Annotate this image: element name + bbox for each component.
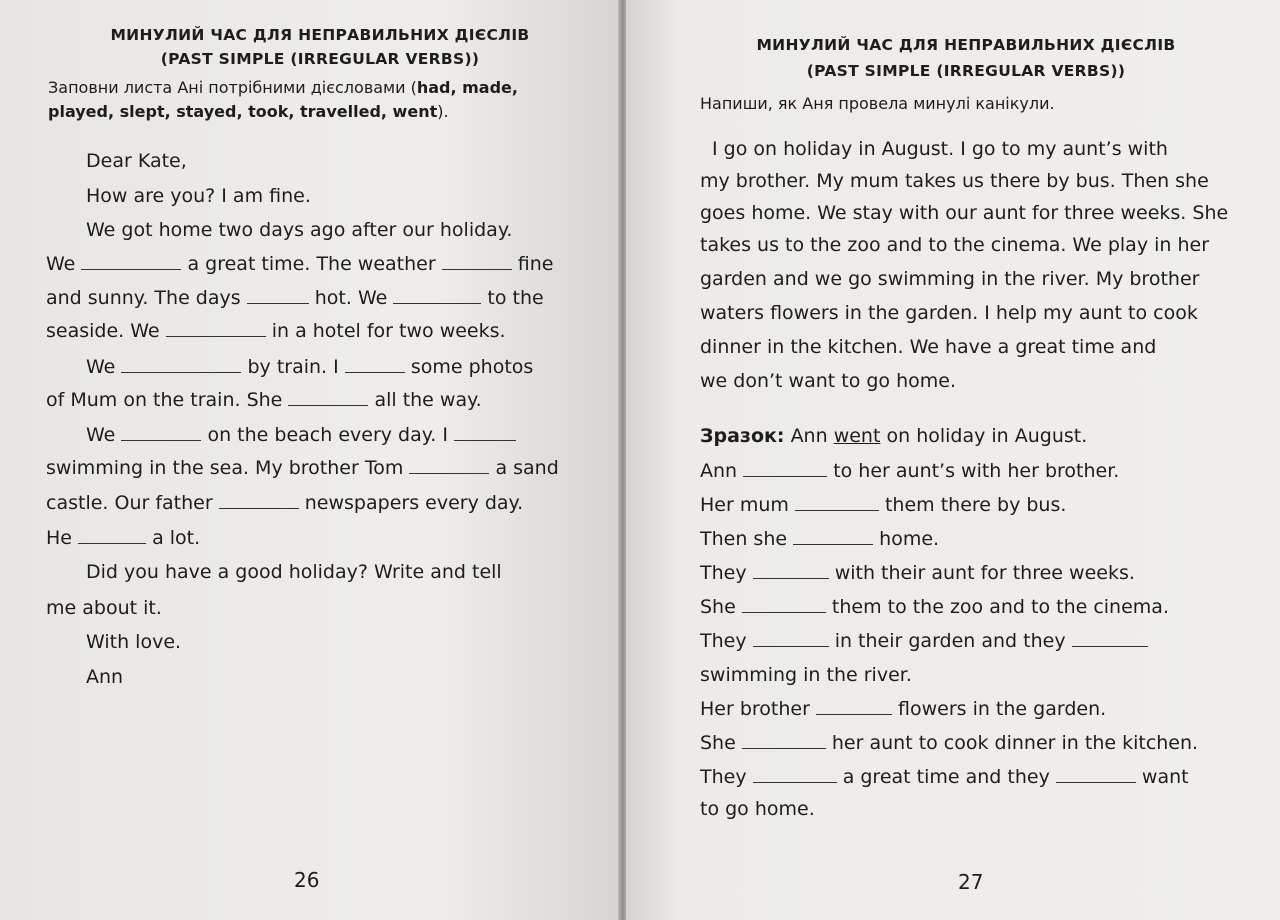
story-line: garden and we go swimming in the river. My brother bbox=[700, 268, 1200, 290]
left-title-line2: (PAST SIMPLE (IRREGULAR VERBS)) bbox=[160, 50, 480, 68]
letter-line: We a great time. The weather fine bbox=[46, 253, 554, 275]
exercise-line: They in their garden and they bbox=[700, 630, 1148, 652]
exercise-line: Her mum them there by bus. bbox=[700, 494, 1067, 516]
left-instruction bbox=[48, 76, 608, 124]
left-title-line1: МИНУЛИЙ ЧАС ДЛЯ НЕПРАВИЛЬНИХ ДІЄСЛІВ bbox=[110, 26, 530, 44]
story-line: goes home. We stay with our aunt for three weeks. She bbox=[700, 202, 1229, 224]
exercise-line: Her brother flowers in the garden. bbox=[700, 698, 1107, 720]
answer-blank[interactable] bbox=[816, 713, 892, 715]
letter-line: of Mum on the train. She all the way. bbox=[46, 389, 482, 411]
answer-blank[interactable] bbox=[288, 404, 368, 406]
exercise-line: to go home. bbox=[700, 798, 815, 820]
exercise-line: Then she home. bbox=[700, 528, 940, 550]
answer-blank[interactable] bbox=[219, 507, 299, 509]
right-title-line2: (PAST SIMPLE (IRREGULAR VERBS)) bbox=[806, 62, 1126, 80]
answer-blank[interactable] bbox=[121, 371, 241, 373]
answer-blank[interactable] bbox=[81, 268, 181, 270]
answer-blank[interactable] bbox=[345, 371, 405, 373]
answer-blank[interactable] bbox=[393, 302, 481, 304]
right-title-line1: МИНУЛИЙ ЧАС ДЛЯ НЕПРАВИЛЬНИХ ДІЄСЛІВ bbox=[756, 36, 1176, 54]
letter-line: seaside. We in a hotel for two weeks. bbox=[46, 320, 506, 342]
right-instruction: Напиши, як Аня провела минулі канікули. bbox=[700, 94, 1055, 113]
letter-greeting: Dear Kate, bbox=[86, 150, 187, 172]
answer-blank[interactable] bbox=[753, 577, 829, 579]
letter-line: We got home two days ago after our holiday. bbox=[86, 219, 513, 241]
answer-blank[interactable] bbox=[742, 611, 826, 613]
exercise-line: She them to the zoo and to the cinema. bbox=[700, 596, 1169, 618]
exercise-line: Ann to her aunt’s with her brother. bbox=[700, 460, 1120, 482]
instruction-prefix: Заповни листа Ані потрібними дієсловами ( bbox=[48, 78, 417, 97]
letter-line: me about it. bbox=[46, 597, 162, 619]
example-line: Зразок: Ann went on holiday in August. bbox=[700, 425, 1088, 447]
answer-blank[interactable] bbox=[795, 509, 879, 511]
story-line: waters flowers in the garden. I help my aunt to cook bbox=[700, 302, 1198, 324]
answer-blank[interactable] bbox=[753, 781, 837, 783]
exercise-line: She her aunt to cook dinner in the kitchen. bbox=[700, 732, 1199, 754]
exercise-line: They a great time and they want bbox=[700, 766, 1189, 788]
answer-blank[interactable] bbox=[166, 335, 266, 337]
answer-blank[interactable] bbox=[1056, 781, 1136, 783]
letter-line: We on the beach every day. I bbox=[86, 424, 516, 446]
answer-blank[interactable] bbox=[409, 472, 489, 474]
instruction-verbs-a: had, made, bbox=[416, 78, 518, 97]
letter-line: How are you? I am fine. bbox=[86, 185, 311, 207]
answer-blank[interactable] bbox=[793, 543, 873, 545]
answer-blank[interactable] bbox=[1072, 645, 1148, 647]
answer-blank[interactable] bbox=[743, 475, 827, 477]
left-page bbox=[0, 0, 620, 920]
letter-line: castle. Our father newspapers every day. bbox=[46, 492, 524, 514]
answer-blank[interactable] bbox=[442, 268, 512, 270]
example-label: Зразок: bbox=[700, 425, 785, 447]
answer-blank[interactable] bbox=[121, 439, 201, 441]
letter-line: Did you have a good holiday? Write and tell bbox=[86, 561, 502, 583]
letter-line: swimming in the sea. My brother Tom a sand bbox=[46, 457, 559, 479]
exercise-line: swimming in the river. bbox=[700, 664, 912, 686]
answer-blank[interactable] bbox=[247, 302, 309, 304]
page-number: 27 bbox=[958, 870, 984, 894]
story-line: I go on holiday in August. I go to my aunt’s with bbox=[712, 138, 1168, 160]
story-line: takes us to the zoo and to the cinema. We play in her bbox=[700, 234, 1210, 256]
letter-closing: With love. bbox=[86, 631, 182, 653]
left-title bbox=[60, 26, 580, 68]
answer-blank[interactable] bbox=[753, 645, 829, 647]
right-page bbox=[626, 0, 1280, 920]
page-number: 26 bbox=[294, 868, 320, 892]
exercise-line: They with their aunt for three weeks. bbox=[700, 562, 1135, 584]
story-line: dinner in the kitchen. We have a great time and bbox=[700, 336, 1157, 358]
letter-line: and sunny. The days hot. We to the bbox=[46, 287, 544, 309]
story-line: we don’t want to go home. bbox=[700, 370, 956, 392]
story-line: my brother. My mum takes us there by bus. Then she bbox=[700, 170, 1209, 192]
example-answer: went bbox=[833, 425, 881, 447]
answer-blank[interactable] bbox=[78, 542, 146, 544]
letter-line: He a lot. bbox=[46, 527, 201, 549]
letter-line: We by train. I some photos bbox=[86, 356, 534, 378]
letter-signature: Ann bbox=[86, 666, 124, 688]
instruction-verbs-b: played, slept, stayed, took, travelled, went bbox=[48, 102, 438, 121]
answer-blank[interactable] bbox=[454, 439, 516, 441]
instruction-suffix: ). bbox=[437, 102, 449, 121]
right-title bbox=[736, 36, 1196, 80]
answer-blank[interactable] bbox=[742, 747, 826, 749]
